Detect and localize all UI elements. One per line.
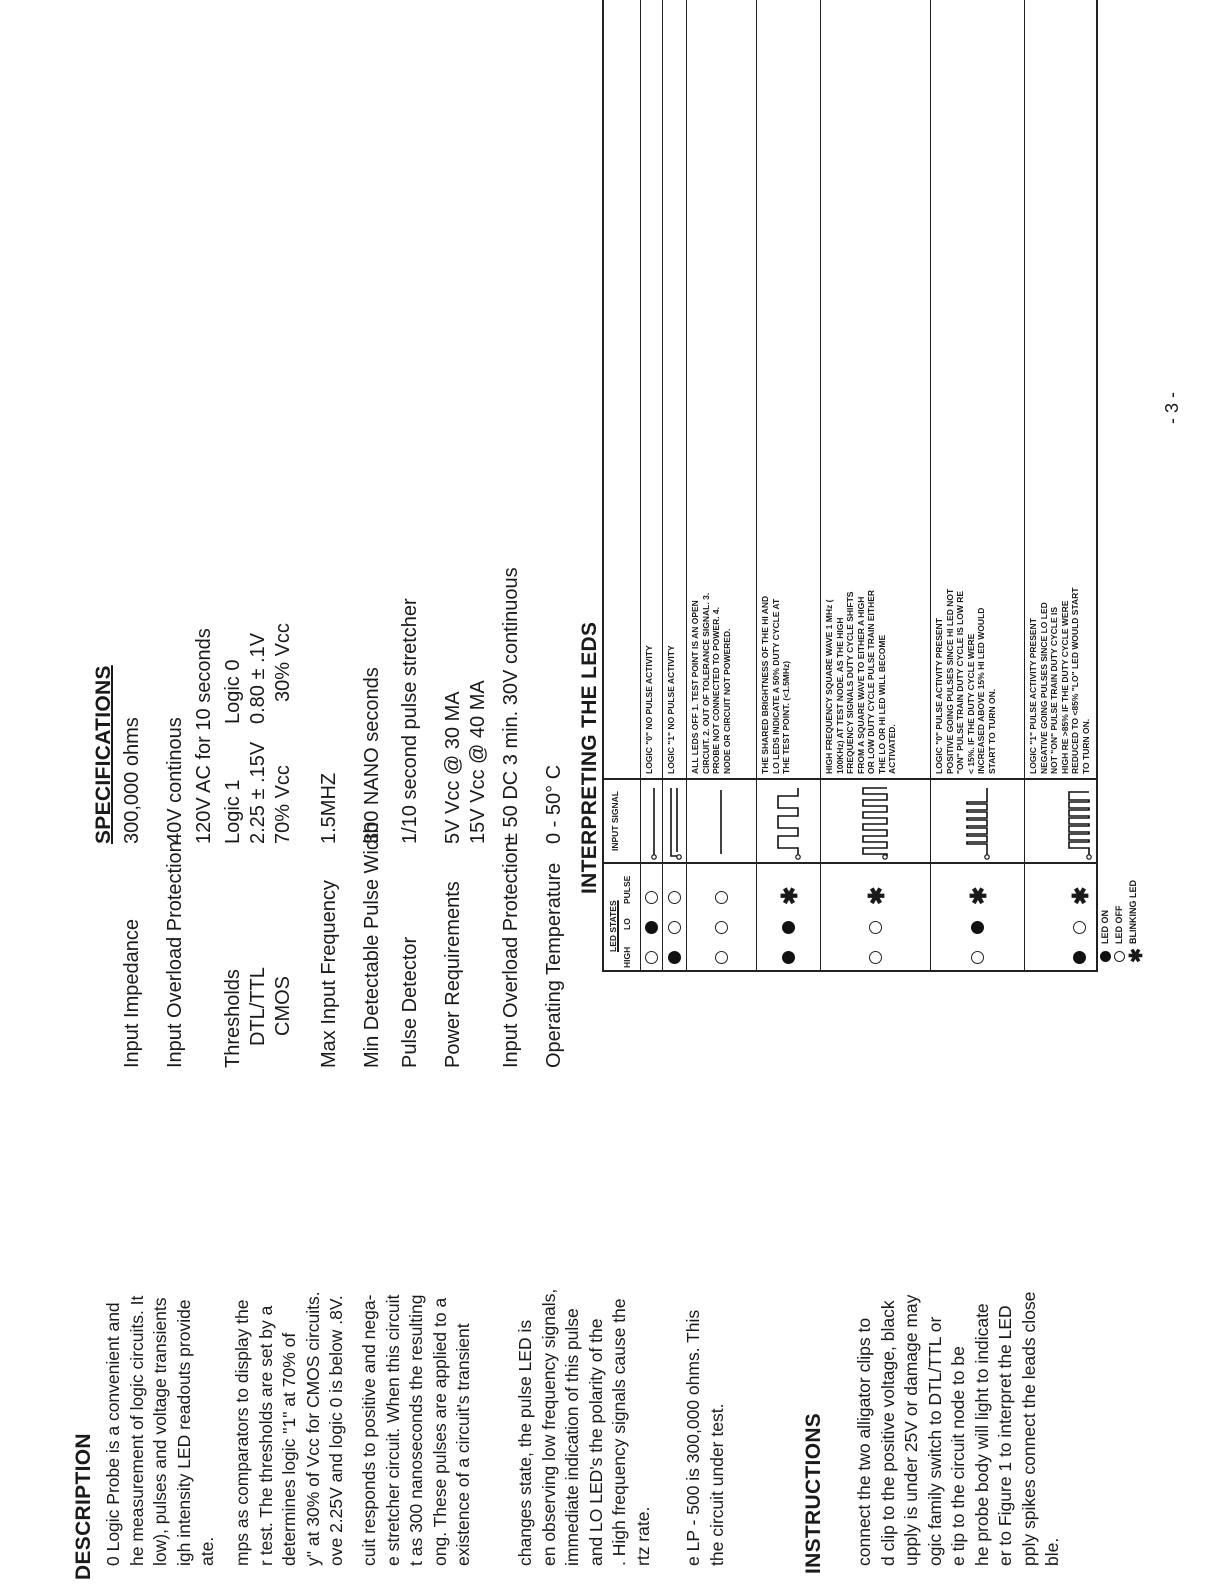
text-line: upply is under 25V or damage may: [901, 1294, 921, 1566]
led-off-icon: [715, 891, 728, 904]
led-row: [662, 0, 687, 970]
text-line: e tip to the circuit node to be: [948, 1346, 968, 1566]
led-row: [686, 0, 757, 970]
threshold-header-logic0: Logic 0: [222, 659, 244, 724]
header-lo: LO: [622, 918, 632, 930]
spec-label-input-impedance: Input Impedance: [121, 919, 143, 1068]
led-row-description: ALL LEDS OFF 1. TEST POINT IS AN OPEN CIRCUIT. 2. OUT OF TOLERANCE SIGNAL. 3. PROBE NOT CONNECTED TO POWER. 4. NODE OR CIRCUIT NOT POWERED.: [690, 592, 732, 774]
spec-label-temperature: Operating Temperature: [543, 862, 565, 1068]
led-row: [756, 0, 821, 970]
specifications-heading: SPECIFICATIONS: [92, 665, 115, 844]
led-off-icon: [1114, 951, 1125, 962]
spec-value-power-1: 5V Vcc @ 30 MA: [442, 691, 464, 844]
led-off-icon: [869, 921, 882, 934]
text-line: 0 Logic Probe is a convenient and: [103, 1302, 123, 1566]
header-led-states: LED STATES: [608, 900, 618, 952]
text-line: determines logic "1" at 70% of: [279, 1332, 299, 1566]
input-signal-waveform: [662, 782, 686, 862]
spec-value-max-freq: 1.5MHZ: [318, 772, 340, 844]
spec-value-overload-dc: ± 50 DC 3 min. 30V continuous: [500, 567, 522, 844]
text-line: low), pulses and voltage transients: [150, 1297, 170, 1566]
spec-label-overload: Input Overload Protection: [164, 841, 186, 1068]
text-line: immediate indication of this pulse: [562, 1308, 582, 1566]
led-off-icon: [1073, 921, 1086, 934]
spec-value-overload-1: 40V continous: [164, 717, 186, 844]
leds-heading: INTERPRETING THE LEDS: [578, 621, 601, 894]
input-signal-waveform: [640, 782, 662, 862]
text-line: ove 2.25V and logic 0 is below .8V.: [326, 1295, 346, 1566]
spec-label-thresholds: Thresholds: [222, 969, 244, 1068]
text-line: mps as comparators to display the: [232, 1299, 252, 1566]
led-row: [930, 0, 1025, 970]
text-line: igh intensity LED readouts provide: [173, 1299, 194, 1566]
blinking-led-icon: ✱: [776, 886, 802, 905]
input-signal-waveform: [820, 782, 930, 862]
spec-label-pulse-detector: Pulse Detector: [399, 936, 421, 1068]
input-signal-waveform: [756, 782, 820, 862]
led-table: [602, 0, 1098, 972]
threshold-label-dtl: DTL/TTL: [247, 967, 269, 1046]
instructions-paragraph: [853, 1292, 1065, 1566]
input-signal-waveform: [686, 782, 756, 862]
description-paragraph-3: [358, 1295, 476, 1566]
page-number: - 3 -: [1162, 391, 1182, 424]
spec-label-power: Power Requirements: [442, 881, 464, 1068]
led-on-icon: [1100, 951, 1111, 962]
led-off-icon: [645, 891, 658, 904]
led-row-description: LOGIC "1" PULSE ACTIVITY PRESENT NEGATIVE GOING PULSES SINCE LO LED NOT "ON" PULSE TRAIN DUTY CYCLE IS HIGH RE >85% IF THE DUTY CYCLE WERE REDUCED TO <85% "LO" LED WOULD START TO TURN ON.: [1028, 587, 1091, 774]
spec-label-min-pulse: Min Detectable Pulse Width: [361, 822, 383, 1068]
led-off-icon: [715, 921, 728, 934]
text-line: rtz rate.: [632, 1506, 653, 1566]
led-off-icon: [668, 921, 681, 934]
led-on-icon: [668, 951, 681, 964]
spec-value-overload-2: 120V AC for 10 seconds: [193, 628, 215, 844]
text-line: ate.: [197, 1536, 217, 1566]
blinking-led-icon: ✱: [863, 886, 889, 905]
spec-label-max-freq: Max Input Frequency: [318, 880, 340, 1068]
led-row: [640, 0, 663, 970]
led-on-icon: [645, 921, 658, 934]
spec-label-overload-dc: Input Overload Protection: [500, 841, 522, 1068]
description-paragraph-2: [231, 1291, 349, 1566]
led-on-icon: [782, 921, 795, 934]
led-off-icon: [645, 951, 658, 964]
text-line: r test. The thresholds are set by a: [255, 1305, 276, 1566]
text-line: y" at 30% of Vcc for CMOS circuits.: [302, 1291, 323, 1566]
led-off-icon: [971, 951, 984, 964]
text-line: er to Figure 1 to interpret the LED: [995, 1305, 1015, 1566]
led-table-header: [604, 0, 641, 970]
text-line: ong. These pulses are applied to a: [429, 1297, 450, 1566]
text-line: he measurement of logic circuits. It: [126, 1295, 147, 1566]
legend-off-label: LED OFF: [1114, 905, 1124, 944]
legend-on-label: LED ON: [1100, 909, 1110, 944]
blinking-led-icon: ✱: [965, 886, 991, 905]
led-off-icon: [715, 951, 728, 964]
led-row-description: LOGIC "1" NO PULSE ACTIVITY: [666, 645, 676, 774]
header-high: HIGH: [622, 946, 632, 968]
instructions-heading: INSTRUCTIONS: [802, 1412, 825, 1574]
text-line: ogic family switch to DTL/TTL or: [924, 1316, 945, 1566]
led-row-description: LOGIC "0" NO PULSE ACTIVITY: [644, 645, 654, 774]
input-signal-waveform: [1024, 782, 1134, 862]
description-heading: DESCRIPTION: [72, 1433, 95, 1580]
spec-value-power-2: 15V Vcc @ 40 MA: [467, 680, 489, 844]
text-line: t as 300 nanoseconds the resulting: [406, 1294, 426, 1566]
description-paragraph-5: [682, 1310, 729, 1566]
header-input-signal: INPUT SIGNAL: [610, 791, 620, 851]
header-pulse: PULSE: [622, 875, 632, 904]
threshold-cmos-logic1: 70% Vcc: [272, 765, 294, 844]
threshold-label-cmos: CMOS: [272, 976, 294, 1036]
spec-value-input-impedance: 300,000 ohms: [121, 717, 143, 844]
spec-value-min-pulse: 300 NANO seconds: [361, 667, 383, 844]
text-line: changes state, the pulse LED is: [515, 1319, 535, 1566]
description-paragraph-1: [102, 1296, 220, 1566]
led-row-description: THE SHARED BRIGHTNESS OF THE HI AND LO LEDS INDICATE A 50% DUTY CYCLE AT THE TEST POINT. (<1.5MHz): [760, 595, 791, 774]
text-line: existence of a circuit's transient: [453, 1323, 473, 1566]
led-on-icon: [1073, 951, 1086, 964]
text-line: ble.: [1042, 1537, 1062, 1566]
description-paragraph-4: [514, 1289, 655, 1566]
legend-blink-label: BLINKING LED: [1128, 880, 1138, 944]
threshold-header-logic1: Logic 1: [222, 779, 244, 844]
text-line: the circuit under test.: [706, 1403, 727, 1566]
text-line: he probe body will light to indicate: [971, 1303, 992, 1566]
spec-value-temperature: 0 - 50° C: [543, 764, 565, 844]
led-row: [820, 0, 931, 970]
text-line: and LO LED's the polarity of the: [585, 1318, 606, 1566]
led-row-description: HIGH FREQUENCY SQUARE WAVE 1 MHz ( 100KHz) AT TEST NODE. AS THE HIGH FREQUENCY SIGNALS DUTY CYCLE SHIFTS FROM A SQUARE WAVE TO EITHER A HIGH OR LOW DUTY CYCLE PULSE TRAIN EITHER THE LO OR HI LED WILL BECOME ACTIVATED.: [824, 589, 897, 774]
spec-value-pulse-detector: 1/10 second pulse stretcher: [399, 598, 421, 844]
blinking-led-icon: ✱: [1126, 947, 1146, 963]
led-row: [1024, 0, 1134, 970]
led-row-description: LOGIC "0" PULSE ACTIVITY PRESENT POSITIVE GOING PULSES SINCE HI LED NOT "ON" PULSE TRAIN DUTY CYCLE IS LOW RE < 15%. IF THE DUTY CYCLE WERE INCREASED ABOVE 15% HI LED WOULD START TO TURN ON.: [934, 588, 997, 774]
text-line: e stretcher circuit. When this circuit: [382, 1294, 403, 1566]
threshold-dtl-logic0: 0.80 ± .1V: [247, 632, 269, 724]
led-on-icon: [971, 921, 984, 934]
text-line: . High frequency signals cause the: [609, 1298, 629, 1566]
led-on-icon: [782, 951, 795, 964]
text-line: e LP - 500 is 300,000 ohms. This: [683, 1309, 703, 1566]
text-line: d clip to the positive voltage, black: [877, 1300, 898, 1566]
threshold-cmos-logic0: 30% Vcc: [272, 623, 294, 702]
text-line: en observing low frequency signals,: [538, 1288, 559, 1566]
led-off-icon: [668, 891, 681, 904]
led-off-icon: [869, 951, 882, 964]
text-line: connect the two alligator clips to: [854, 1317, 874, 1566]
text-line: pply spikes connect the leads close: [1018, 1291, 1039, 1566]
blinking-led-icon: ✱: [1067, 886, 1093, 905]
text-line: cuit responds to positive and nega-: [359, 1294, 379, 1566]
threshold-dtl-logic1: 2.25 ± .15V: [247, 741, 269, 844]
input-signal-waveform: [930, 782, 1024, 862]
